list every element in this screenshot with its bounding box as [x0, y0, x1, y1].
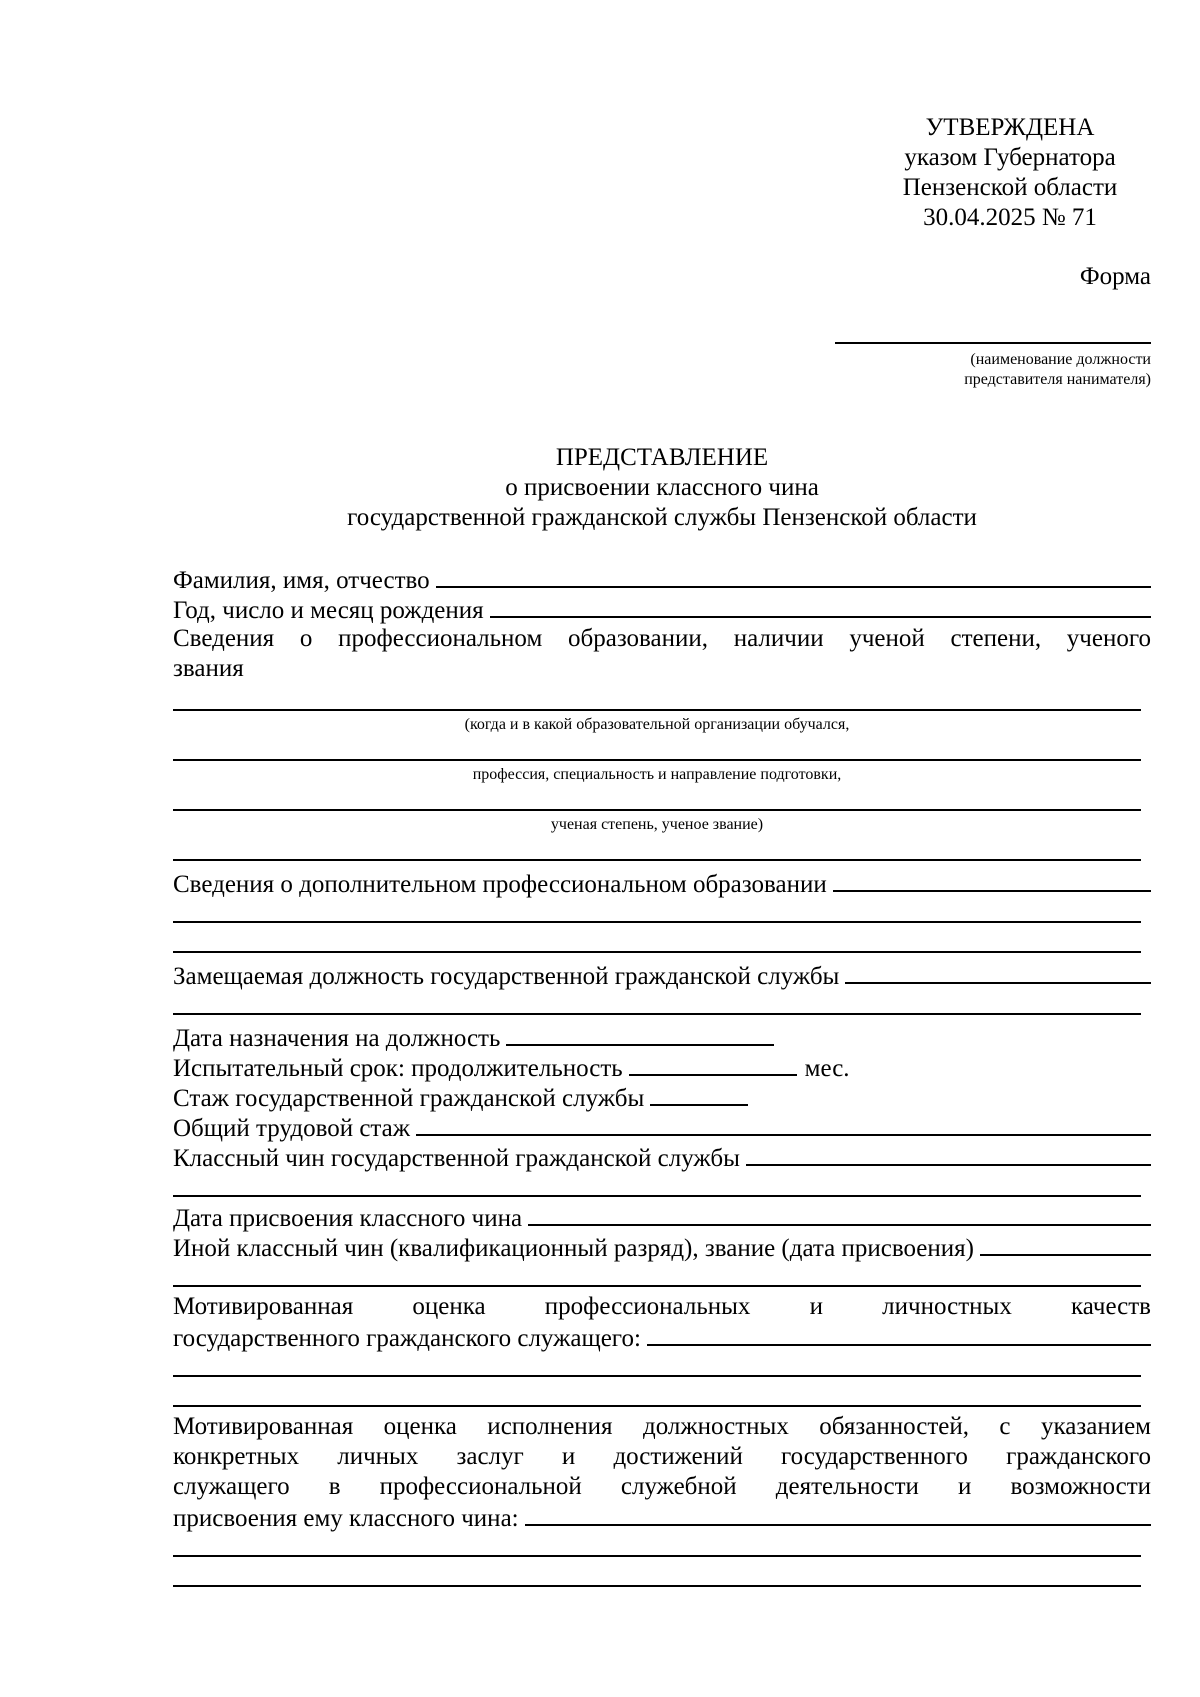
approval-line-2: указом Губернатора	[904, 144, 1116, 171]
probation-unit: мес.	[804, 1055, 850, 1082]
education-label-line-2: звания	[173, 655, 244, 682]
assessment-qualities-line-2: государственного гражданского служащего:	[173, 1325, 641, 1352]
form-label: Форма	[1079, 263, 1151, 290]
full-name-field[interactable]	[436, 564, 1151, 588]
probation-label: Испытательный срок: продолжительность	[173, 1055, 623, 1082]
education-hint-1: (когда и в какой образовательной организации обучался,	[464, 716, 850, 733]
position-row	[173, 960, 1151, 990]
approval-line-4: 30.04.2025 № 71	[923, 204, 1097, 231]
assessment-duties-row	[173, 1502, 1151, 1532]
document-subtitle-2: государственной гражданской службы Пензенской области	[347, 504, 977, 531]
position-field-2[interactable]	[173, 1013, 1141, 1015]
total-experience-field[interactable]	[416, 1112, 1151, 1136]
assessment-duties-field[interactable]	[525, 1502, 1151, 1526]
total-experience-label: Общий трудовой стаж	[173, 1115, 411, 1142]
additional-education-field[interactable]	[833, 868, 1151, 892]
rank-date-row	[173, 1202, 1151, 1232]
employer-caption-line-2: представителя нанимателя)	[964, 371, 1151, 388]
assessment-qualities-field-3[interactable]	[173, 1405, 1141, 1407]
additional-education-field-2[interactable]	[173, 921, 1141, 923]
assessment-duties-line-4: присвоения ему классного чина:	[173, 1505, 519, 1532]
education-field-1[interactable]	[173, 709, 1141, 711]
employer-position-line[interactable]	[835, 342, 1151, 344]
education-field-4[interactable]	[173, 859, 1141, 861]
birth-date-field[interactable]	[490, 594, 1151, 618]
civil-service-experience-field[interactable]	[650, 1082, 748, 1106]
birth-date-row	[173, 594, 1151, 624]
birth-date-label: Год, число и месяц рождения	[173, 597, 484, 624]
civil-service-experience-row	[173, 1082, 1151, 1112]
assessment-duties-field-2[interactable]	[173, 1555, 1141, 1557]
additional-education-label: Сведения о дополнительном профессиональном образовании	[173, 871, 827, 898]
additional-education-field-3[interactable]	[173, 951, 1141, 953]
other-rank-row	[173, 1232, 1151, 1262]
appointment-date-label: Дата назначения на должность	[173, 1025, 501, 1052]
assessment-duties-line-3: служащего в профессиональной служебной деятельности и возможности	[173, 1473, 1151, 1500]
additional-education-row	[173, 868, 1151, 898]
class-rank-field[interactable]	[746, 1142, 1151, 1166]
assessment-qualities-row	[173, 1322, 1151, 1352]
rank-date-field[interactable]	[528, 1202, 1151, 1226]
assessment-duties-line-1: Мотивированная оценка исполнения должностных обязанностей, с указанием	[173, 1413, 1151, 1440]
other-rank-field-2[interactable]	[173, 1285, 1141, 1287]
education-hint-2: профессия, специальность и направление подготовки,	[472, 766, 842, 783]
probation-row	[173, 1052, 1151, 1082]
other-rank-field[interactable]	[980, 1232, 1151, 1256]
appointment-date-field[interactable]	[506, 1022, 774, 1046]
appointment-date-row	[173, 1022, 1151, 1052]
education-field-2[interactable]	[173, 759, 1141, 761]
position-label: Замещаемая должность государственной гражданской службы	[173, 963, 840, 990]
class-rank-label: Классный чин государственной гражданской службы	[173, 1145, 740, 1172]
employer-caption-line-1: (наименование должности	[970, 351, 1151, 368]
rank-date-label: Дата присвоения классного чина	[173, 1205, 523, 1232]
approval-line-1: УТВЕРЖДЕНА	[925, 114, 1095, 141]
class-rank-row	[173, 1142, 1151, 1172]
assessment-qualities-line-1: Мотивированная оценка профессиональных и личностных качеств	[173, 1293, 1151, 1320]
document-subtitle-1: о присвоении классного чина	[505, 474, 819, 501]
education-hint-3: ученая степень, ученое звание)	[550, 816, 764, 833]
assessment-duties-line-2: конкретных личных заслуг и достижений государственного гражданского	[173, 1443, 1151, 1470]
total-experience-row	[173, 1112, 1151, 1142]
assessment-qualities-field-2[interactable]	[173, 1375, 1141, 1377]
approval-line-3: Пензенской области	[902, 174, 1118, 201]
document-title: ПРЕДСТАВЛЕНИЕ	[555, 444, 769, 471]
civil-service-experience-label: Стаж государственной гражданской службы	[173, 1085, 645, 1112]
probation-field[interactable]	[629, 1052, 797, 1076]
full-name-row	[173, 564, 1151, 594]
assessment-qualities-field[interactable]	[647, 1322, 1151, 1346]
assessment-duties-field-3[interactable]	[173, 1585, 1141, 1587]
position-field[interactable]	[845, 960, 1151, 984]
other-rank-label: Иной классный чин (квалификационный разряд), звание (дата присвоения)	[173, 1235, 974, 1262]
education-label-line-1: Сведения о профессиональном образовании, наличии ученой степени, ученого	[173, 625, 1151, 652]
education-field-3[interactable]	[173, 809, 1141, 811]
class-rank-field-2[interactable]	[173, 1195, 1141, 1197]
full-name-label: Фамилия, имя, отчество	[173, 567, 430, 594]
